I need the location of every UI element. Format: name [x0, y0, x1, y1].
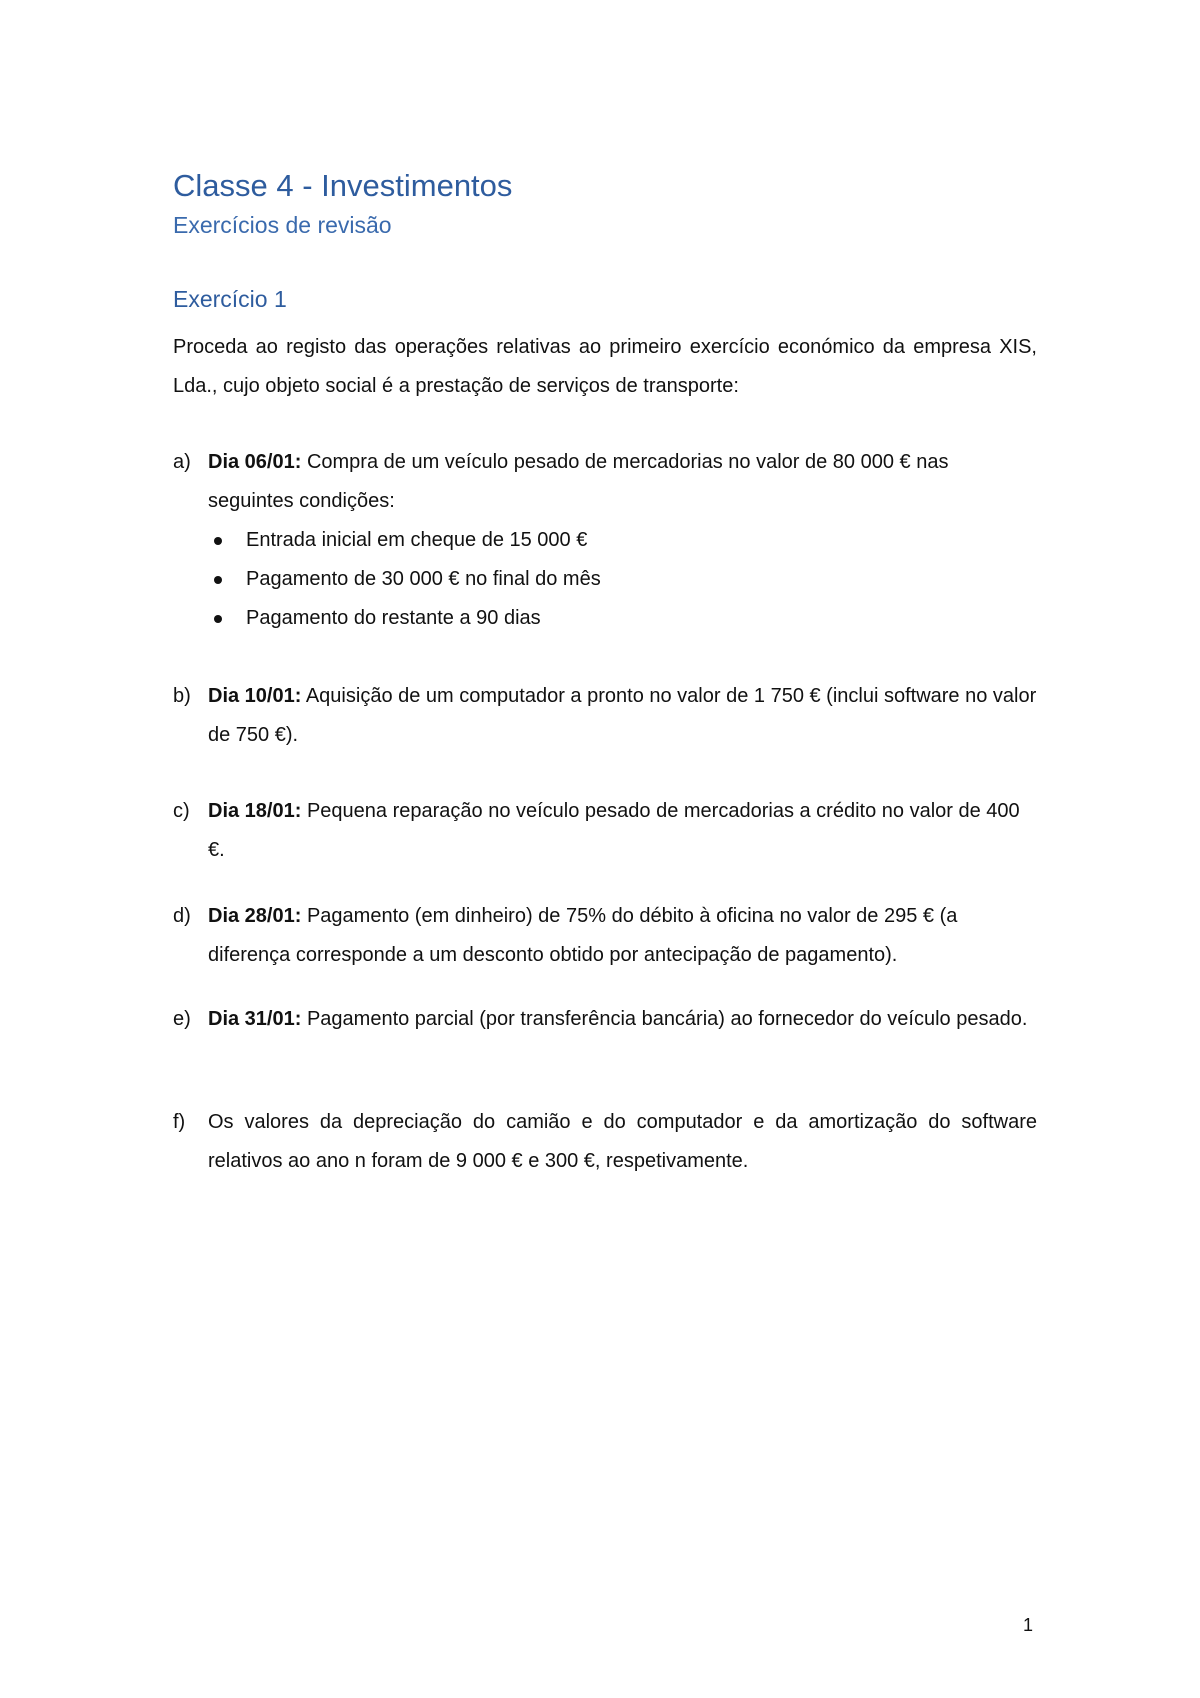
item-text: Pagamento parcial (por transferência bancária) ao fornecedor do veículo pesado. [301, 1008, 1028, 1030]
list-item [208, 599, 1037, 638]
list-item [208, 560, 1037, 599]
item-text: Os valores da depreciação do camião e do computador e da amortização do software relativos ao ano n foram de 9 000 € e 300 €, respetivamente. [208, 1111, 1037, 1172]
list-item-text: Pagamento de 30 000 € no final do mês [246, 568, 601, 590]
item-marker: f) [173, 1111, 186, 1133]
exercise-item-f [173, 1103, 1037, 1181]
item-marker: d) [173, 905, 191, 927]
bullet-icon [214, 615, 222, 623]
exercise-item-c [173, 792, 1037, 870]
exercise-item-a [173, 443, 1037, 638]
document-title: Classe 4 - Investimentos [173, 168, 513, 203]
list-item-text: Pagamento do restante a 90 dias [246, 607, 541, 629]
exercise-intro: Proceda ao registo das operações relativas ao primeiro exercício económico da empresa XIS, Lda., cujo objeto social é a prestação de serviços de transporte: [173, 336, 1037, 397]
item-marker: b) [173, 685, 191, 707]
exercise-item-e [173, 1000, 1037, 1039]
page-number: 1 [1023, 1615, 1034, 1635]
item-text: Aquisição de um computador a pronto no valor de 1 750 € (inclui software no valor de 750 €). [208, 685, 1037, 746]
item-date: Dia 06/01: [208, 451, 302, 473]
list-item [208, 521, 1037, 560]
document-subtitle: Exercícios de revisão [173, 212, 392, 238]
item-date: Dia 18/01: [208, 800, 302, 822]
bullet-icon [214, 537, 222, 545]
exercise-item-b [173, 677, 1037, 755]
item-text: Compra de um veículo pesado de mercadorias no valor de 80 000 € nas seguintes condições: [208, 451, 949, 512]
list-item-text: Entrada inicial em cheque de 15 000 € [246, 529, 588, 551]
exercise-heading: Exercício 1 [173, 286, 287, 312]
item-text: Pagamento (em dinheiro) de 75% do débito à oficina no valor de 295 € (a diferença corresponde a um desconto obtido por antecipação de pagamento). [208, 905, 958, 966]
item-date: Dia 10/01: [208, 685, 302, 707]
bullet-icon [214, 576, 222, 584]
item-marker: c) [173, 800, 190, 822]
conditions-list [208, 521, 1037, 638]
item-date: Dia 28/01: [208, 905, 302, 927]
item-marker: a) [173, 451, 191, 473]
item-text: Pequena reparação no veículo pesado de mercadorias a crédito no valor de 400 €. [208, 800, 1020, 861]
exercise-item-d [173, 897, 1037, 975]
item-marker: e) [173, 1008, 191, 1030]
item-date: Dia 31/01: [208, 1008, 302, 1030]
